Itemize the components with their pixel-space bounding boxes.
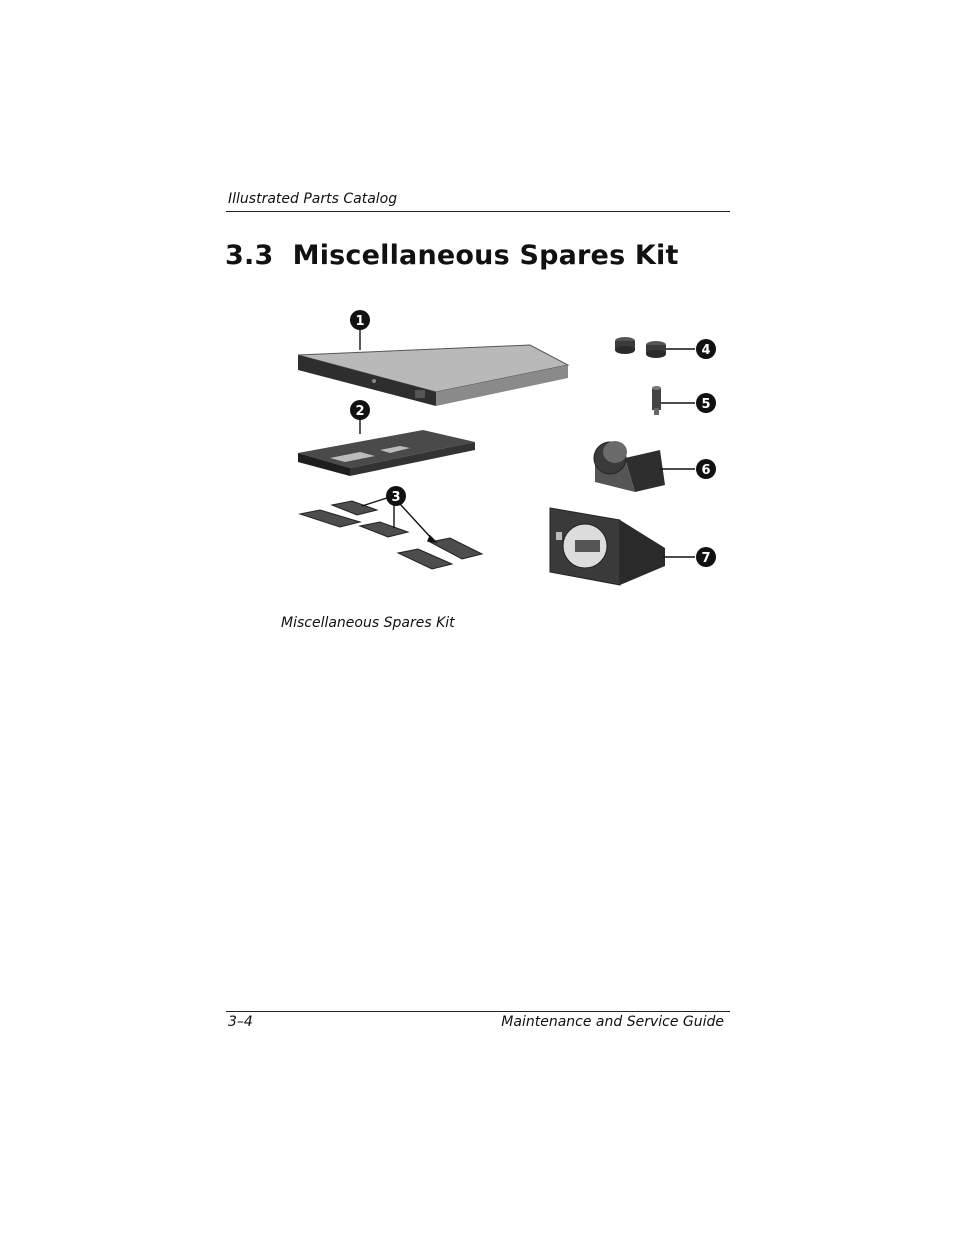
svg-text:2: 2	[355, 404, 365, 419]
part-5-pin-illustration	[652, 386, 661, 415]
header-rule	[226, 211, 730, 212]
guide-title: Maintenance and Service Guide	[501, 1014, 724, 1030]
callout-2	[350, 400, 370, 420]
svg-text:1: 1	[355, 314, 365, 329]
part-2-frame-illustration	[298, 430, 475, 476]
callout-6	[696, 459, 716, 479]
part-6-bracket-illustration	[594, 441, 665, 492]
callout-4	[696, 339, 716, 359]
footer-rule	[226, 1011, 730, 1012]
callout-3	[386, 486, 406, 506]
part-3-feet-illustration	[300, 501, 482, 569]
figure-caption: Miscellaneous Spares Kit	[281, 615, 455, 631]
section-title: 3.3 Miscellaneous Spares Kit	[225, 240, 679, 271]
part-4-plugs-illustration	[615, 337, 666, 358]
part-1-drive-illustration	[298, 345, 568, 406]
spares-kit-illustration	[290, 300, 730, 600]
page-number: 3–4	[228, 1014, 253, 1030]
callout-5	[696, 393, 716, 413]
part-7-bracket-illustration	[550, 508, 665, 585]
callout-1	[350, 310, 370, 330]
svg-text:3: 3	[391, 490, 401, 505]
svg-text:7: 7	[701, 551, 711, 566]
svg-text:6: 6	[701, 463, 711, 478]
svg-text:4: 4	[701, 343, 711, 358]
running-header: Illustrated Parts Catalog	[228, 191, 398, 207]
svg-text:5: 5	[701, 397, 711, 412]
callout-7	[696, 547, 716, 567]
